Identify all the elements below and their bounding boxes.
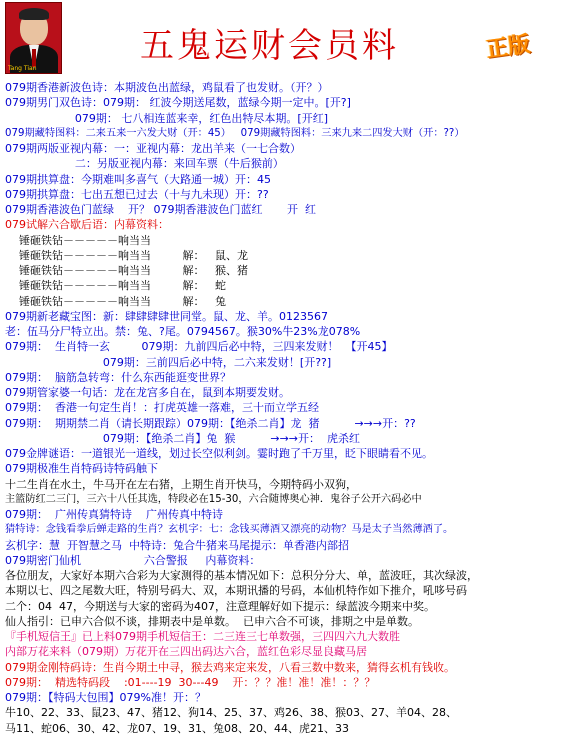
line-12: 锤砸铁钻－－－－－响当当 解： 鼠、龙 (5, 248, 248, 262)
line-18: 079期： 生肖特一玄 079期：九前四后必中特，三四来发财！ 【开45】 (5, 340, 393, 354)
line-26: 079期极准生肖特码诗特码触下 (5, 462, 158, 476)
line-14: 锤砸铁钻－－－－－响当当 解： 蛇 (5, 279, 226, 293)
line-20: 079期： 脑筋急转弯：什么东西能逛变世界？ (5, 370, 231, 384)
line-25: 079金牌谜语：一道银光一道线，划过长空似利剑。霎时跑了千万里，眨下眼睛看不见。 (5, 447, 433, 460)
line-29: 079期： 广州传真猜特诗 广州传真中特诗 (5, 508, 223, 521)
edition-badge: 正版 (484, 31, 532, 63)
line-40: 079期： 精选特码段 :01----19 30---49 开：？？准！准！准！：？？ (5, 675, 376, 689)
line-22: 079期： 香港一句定生肖！：打虎英雄一落难，三十而立学五经 (5, 401, 319, 415)
content-lines (5, 80, 565, 736)
line-9: 079期香港波色门蓝绿 开？ 079期香港波色门蓝红 开 红 (5, 203, 316, 216)
photo-caption: Tang Tian (8, 65, 37, 72)
line-11: 锤砸铁钻－－－－－响当当 (5, 233, 151, 247)
line-16: 079期新老藏宝图：新：肆肆肆肆世同堂。鼠、龙、羊。0123567 (5, 309, 328, 323)
line-41: 079期：【特码大包围】079%准！开：？ (5, 691, 206, 704)
header (0, 0, 567, 78)
line-23: 079期： 期期禁二肖（请长期跟踪）079期：【绝杀二肖】龙 猪 →→→开：?? (5, 416, 416, 430)
line-6: 二：另版亚视内幕：来回车票（牛后猴前） (5, 157, 284, 171)
page-title: 五鬼运财会员料 (140, 26, 399, 66)
line-42: 牛10、22、33、鼠23、47、猪12、狗14、25、37、鸡26、38、猴03、27、羊04、28、 (5, 706, 457, 720)
line-39: 079期金刚特码诗：生肖今期土中寻，猴去鸡来定来发，八看三数中数来，猜得玄机有钱收。 (5, 660, 455, 674)
line-15: 锤砸铁钻－－－－－响当当 解： 兔 (5, 294, 226, 308)
line-31: 玄机字：慧 开智慧之马 中特诗：兔合牛猪来马尾提示：单香港内部招 (5, 538, 349, 552)
line-38: 内部万花来料（079期）万花开在三四出码达六合，蓝红色彩尽显良藏马居 (5, 645, 367, 659)
line-35: 二个：04 47，今期送与大家的密码为407，注意理解好如下提示：绿蓝波今期来中奖。 (5, 599, 435, 613)
line-30: 猜特诗：念钱看拳后蝉走路的生肖？玄机字：七：念钱买薄酒又漂亮的动物？马是太子当然薄酒了。 (5, 524, 454, 536)
line-37: 『手机短信王』已上料079期手机短信王：二三连三七单数强，三四四六九大数胜 (5, 630, 400, 643)
line-34: 本期以七、四之尾数大旺，特别号码大、双，本期讯播的号码，本仙机特作如下推介，吼哆号码 (5, 584, 467, 598)
line-28: 主篮防红二三门，三六十八任其选，特段必在15-30，六合随博奥心神．鬼谷子公开六码必中 (5, 493, 422, 505)
line-3: 079期： 七八相连蓝来幸，红色出特尽本期。[开红] (5, 111, 329, 125)
line-2: 079期男门双色诗：079期： 红波今期送尾数，蓝绿今期一定中。[开?] (5, 96, 351, 110)
line-33: 各位朋友，大家好本期六合彩为大家测得的基本情况如下：总积分分大、单，蓝波旺，其次绿波， (5, 569, 478, 582)
line-4: 079期藏特图料：二来五来一六发大财（开：45） 079期藏特图料：三来九来二四发大财（开：??） (5, 127, 465, 139)
line-21: 079期管家婆一句话：龙在龙宫多自在，鼠到本期要发财。 (5, 386, 290, 399)
line-5: 079期两版亚视内幕：一：亚视内幕：龙出羊来（一七合数） (5, 142, 301, 155)
avatar-photo (5, 2, 62, 74)
line-10: 079试解六合歇后语：内幕资料： (5, 218, 169, 232)
line-24: 079期：【绝杀二肖】兔 猴 →→→开： 虎杀红 (5, 431, 361, 445)
line-13: 锤砸铁钻－－－－－响当当 解： 猴、猪 (5, 264, 248, 277)
line-36: 仙人指引：已申六合似不谈，排期表中是单数。 已申六合不可谈，排期之中是单数。 (5, 614, 419, 628)
line-1: 079期香港新波色诗：本期波色出蓝绿，鸡鼠看了也发财。（开？） (5, 81, 329, 94)
line-27: 十二生肖在水土，牛马开在左右猪，上期生肖开快马，今期特码小双狗， (5, 477, 357, 491)
line-7: 079期拱算盘：今期难叫多喜气（大路通一城）开：45 (5, 172, 271, 186)
line-8: 079期拱算盘：七出五想已过去（十与九未现）开：?? (5, 187, 269, 201)
line-19: 079期：三前四后必中特，二六来发财！[开??] (5, 355, 332, 369)
line-17: 老：伍马分尸特立出。禁：兔、?尾。0794567。猴30%牛23%龙078% (5, 325, 361, 338)
line-43: 马11、蛇06、30、42、龙07、19、31、兔08、20、44、虎21、33 (5, 721, 349, 735)
line-32: 079期密门仙机 六合警报 内幕资料： (5, 553, 261, 567)
